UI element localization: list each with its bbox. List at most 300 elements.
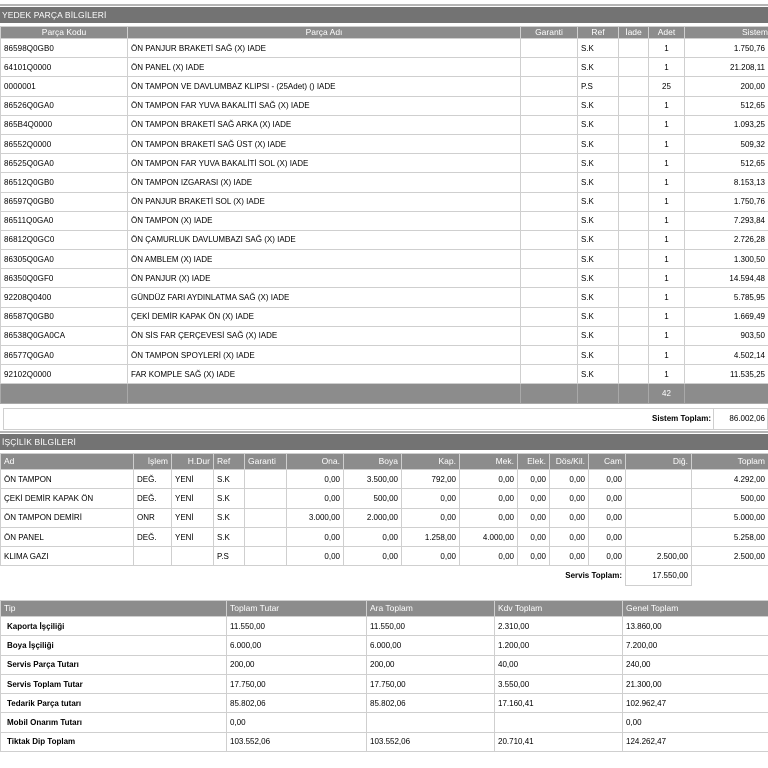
part-quantity: 1 <box>649 307 685 326</box>
labor-hdur: YENİ <box>172 489 214 508</box>
part-warranty <box>521 39 578 58</box>
part-price: 512,65 <box>685 96 768 115</box>
col-header-subtotal[interactable]: Ara Toplam <box>367 601 495 617</box>
summary-grand-total: 13.860,00 <box>623 617 768 636</box>
part-price: 200,00 <box>685 77 768 96</box>
part-price: 21.208,11 <box>685 58 768 77</box>
service-total-value: 17.550,00 <box>626 566 692 585</box>
table-row[interactable] <box>1 732 768 751</box>
table-row[interactable] <box>1 547 768 566</box>
summary-subtotal: 103.552,06 <box>367 732 495 751</box>
labor-total: 5.258,00 <box>692 527 768 546</box>
labor-name: ÖN TAMPON DEMİRİ <box>1 508 134 527</box>
summary-total-amount: 85.802,06 <box>227 694 367 713</box>
labor-warranty <box>245 547 287 566</box>
parts-total-cell <box>128 384 521 403</box>
part-quantity: 1 <box>649 365 685 384</box>
labor-ref: P.S <box>214 547 245 566</box>
part-return <box>619 134 649 153</box>
part-name: ÖN ÇAMURLUK DAVLUMBAZI SAĞ (X) IADE <box>128 230 521 249</box>
part-return <box>619 250 649 269</box>
part-return <box>619 365 649 384</box>
labor-glass: 0,00 <box>589 508 626 527</box>
summary-vat-total: 40,00 <box>495 655 623 674</box>
summary-subtotal: 17.750,00 <box>367 674 495 693</box>
part-name: ÖN TAMPON FAR YUVA BAKALİTİ SOL (X) IADE <box>128 154 521 173</box>
part-quantity: 1 <box>649 58 685 77</box>
part-ref: S.K <box>578 326 619 345</box>
col-header-type[interactable]: Tip <box>1 601 227 617</box>
labor-name: KLIMA GAZI <box>1 547 134 566</box>
part-ref: S.K <box>578 173 619 192</box>
part-ref: S.K <box>578 154 619 173</box>
summary-grand-total: 0,00 <box>623 713 768 732</box>
parts-header-row <box>1 27 768 39</box>
divider <box>713 409 714 429</box>
part-code: 86525Q0GA0 <box>1 154 128 173</box>
labor-hdur <box>172 547 214 566</box>
labor-hdur: YENİ <box>172 527 214 546</box>
table-row[interactable] <box>1 617 768 636</box>
col-header-ref[interactable]: Ref <box>578 27 619 39</box>
labor-kap: 0,00 <box>402 489 460 508</box>
part-warranty <box>521 134 578 153</box>
labor-other <box>626 508 692 527</box>
part-code: 86512Q0GB0 <box>1 173 128 192</box>
labor-ona: 0,00 <box>287 527 344 546</box>
part-quantity: 1 <box>649 173 685 192</box>
part-return <box>619 115 649 134</box>
part-quantity: 1 <box>649 39 685 58</box>
col-header-elek[interactable]: Elek. <box>518 454 550 470</box>
part-name: ÖN TAMPON SPOYLERİ (X) IADE <box>128 346 521 365</box>
summary-grand-total: 7.200,00 <box>623 636 768 655</box>
col-header-ona[interactable]: Ona. <box>287 454 344 470</box>
part-warranty <box>521 365 578 384</box>
part-name: ÖN TAMPON VE DAVLUMBAZ KLIPSI - (25Adet) () IADE <box>128 77 521 96</box>
summary-vat-total: 20.710,41 <box>495 732 623 751</box>
labor-paint: 2.000,00 <box>344 508 402 527</box>
labor-hdur: YENİ <box>172 508 214 527</box>
part-warranty <box>521 269 578 288</box>
part-warranty <box>521 250 578 269</box>
spacer <box>692 566 768 585</box>
part-ref: P.S <box>578 77 619 96</box>
summary-header-row <box>1 601 768 617</box>
part-price: 2.726,28 <box>685 230 768 249</box>
part-price: 903,50 <box>685 326 768 345</box>
col-header-dos[interactable]: Dös/Kil. <box>550 454 589 470</box>
summary-subtotal <box>367 713 495 732</box>
labor-operation: ONR <box>134 508 172 527</box>
labor-operation <box>134 547 172 566</box>
labor-total: 2.500,00 <box>692 547 768 566</box>
part-return <box>619 326 649 345</box>
part-quantity: 1 <box>649 115 685 134</box>
part-code: 64101Q0000 <box>1 58 128 77</box>
parts-total-quantity: 42 <box>649 384 685 403</box>
table-row[interactable] <box>1 230 768 249</box>
table-row[interactable] <box>1 655 768 674</box>
labor-table <box>0 453 768 586</box>
part-code: 86577Q0GA0 <box>1 346 128 365</box>
labor-dos: 0,00 <box>550 547 589 566</box>
labor-total: 5.000,00 <box>692 508 768 527</box>
parts-total-cell <box>619 384 649 403</box>
parts-total-cell <box>521 384 578 403</box>
part-quantity: 1 <box>649 96 685 115</box>
table-row[interactable] <box>1 77 768 96</box>
part-name: ÖN PANJUR BRAKETİ SAĞ (X) IADE <box>128 39 521 58</box>
summary-type: Kaporta İşçiliği <box>1 617 227 636</box>
part-code: 86350Q0GF0 <box>1 269 128 288</box>
labor-elek: 0,00 <box>518 470 550 489</box>
col-header-operation[interactable]: İşlem <box>134 454 172 470</box>
col-header-kap[interactable]: Kap. <box>402 454 460 470</box>
table-row[interactable] <box>1 173 768 192</box>
labor-ref: S.K <box>214 508 245 527</box>
part-warranty <box>521 346 578 365</box>
labor-other: 2.500,00 <box>626 547 692 566</box>
col-header-labor-total[interactable]: Toplam <box>692 454 768 470</box>
labor-ref: S.K <box>214 489 245 508</box>
part-ref: S.K <box>578 230 619 249</box>
service-total-label: Servis Toplam: <box>565 571 622 581</box>
summary-total-amount: 200,00 <box>227 655 367 674</box>
part-warranty <box>521 211 578 230</box>
summary-subtotal: 85.802,06 <box>367 694 495 713</box>
summary-type: Servis Parça Tutarı <box>1 655 227 674</box>
part-warranty <box>521 77 578 96</box>
table-row[interactable] <box>1 470 768 489</box>
table-row[interactable] <box>1 346 768 365</box>
spacer <box>1 566 550 585</box>
part-name: ÖN PANJUR BRAKETİ SOL (X) IADE <box>128 192 521 211</box>
table-row[interactable] <box>1 527 768 546</box>
labor-ref: S.K <box>214 470 245 489</box>
part-warranty <box>521 173 578 192</box>
col-header-hdur[interactable]: H.Dur <box>172 454 214 470</box>
table-row[interactable] <box>1 58 768 77</box>
labor-operation: DEĞ. <box>134 489 172 508</box>
part-warranty <box>521 58 578 77</box>
labor-mek: 0,00 <box>460 547 518 566</box>
part-ref: S.K <box>578 39 619 58</box>
summary-vat-total: 1.200,00 <box>495 636 623 655</box>
labor-ona: 0,00 <box>287 470 344 489</box>
part-warranty <box>521 115 578 134</box>
labor-ona: 3.000,00 <box>287 508 344 527</box>
col-header-quantity[interactable]: Adet <box>649 27 685 39</box>
summary-vat-total: 2.310,00 <box>495 617 623 636</box>
part-price: 4.502,14 <box>685 346 768 365</box>
table-row[interactable] <box>1 713 768 732</box>
labor-glass: 0,00 <box>589 547 626 566</box>
part-ref: S.K <box>578 96 619 115</box>
part-name: ÖN PANJUR (X) IADE <box>128 269 521 288</box>
part-quantity: 1 <box>649 192 685 211</box>
system-total-value: 86.002,06 <box>729 414 765 423</box>
table-row[interactable] <box>1 211 768 230</box>
labor-paint: 0,00 <box>344 527 402 546</box>
part-ref: S.K <box>578 307 619 326</box>
table-row[interactable] <box>1 39 768 58</box>
table-row[interactable] <box>1 508 768 527</box>
table-row[interactable] <box>1 365 768 384</box>
part-warranty <box>521 326 578 345</box>
part-return <box>619 307 649 326</box>
part-quantity: 1 <box>649 326 685 345</box>
labor-elek: 0,00 <box>518 527 550 546</box>
labor-name: ÇEKİ DEMİR KAPAK ÖN <box>1 489 134 508</box>
parts-total-row <box>1 384 768 403</box>
parts-system-total-box <box>3 408 768 430</box>
labor-other <box>626 527 692 546</box>
summary-table <box>0 600 768 752</box>
part-code: 86552Q0000 <box>1 134 128 153</box>
part-return <box>619 96 649 115</box>
labor-total: 4.292,00 <box>692 470 768 489</box>
summary-total-amount: 17.750,00 <box>227 674 367 693</box>
part-name: ÖN AMBLEM (X) IADE <box>128 250 521 269</box>
part-quantity: 1 <box>649 134 685 153</box>
part-quantity: 1 <box>649 154 685 173</box>
part-quantity: 1 <box>649 250 685 269</box>
part-warranty <box>521 192 578 211</box>
summary-total-amount: 11.550,00 <box>227 617 367 636</box>
part-ref: S.K <box>578 346 619 365</box>
labor-kap: 792,00 <box>402 470 460 489</box>
part-ref: S.K <box>578 115 619 134</box>
part-code: 865B4Q0000 <box>1 115 128 134</box>
part-ref: S.K <box>578 288 619 307</box>
part-price: 1.300,50 <box>685 250 768 269</box>
col-header-mek[interactable]: Mek. <box>460 454 518 470</box>
labor-section-title: İŞÇİLİK BİLGİLERİ <box>0 434 768 450</box>
col-header-labor-warranty[interactable]: Garanti <box>245 454 287 470</box>
labor-warranty <box>245 527 287 546</box>
parts-table <box>0 26 768 404</box>
part-price: 1.093,25 <box>685 115 768 134</box>
part-code: 86511Q0GA0 <box>1 211 128 230</box>
col-header-name[interactable]: Ad <box>1 454 134 470</box>
summary-type: Servis Toplam Tutar <box>1 674 227 693</box>
part-code: 92208Q0400 <box>1 288 128 307</box>
parts-total-cell <box>685 384 768 403</box>
labor-other <box>626 489 692 508</box>
part-code: 92102Q0000 <box>1 365 128 384</box>
col-header-paint[interactable]: Boya <box>344 454 402 470</box>
summary-grand-total: 21.300,00 <box>623 674 768 693</box>
col-header-total-amount[interactable]: Toplam Tutar <box>227 601 367 617</box>
part-warranty <box>521 288 578 307</box>
part-quantity: 1 <box>649 269 685 288</box>
labor-paint: 500,00 <box>344 489 402 508</box>
summary-vat-total: 17.160,41 <box>495 694 623 713</box>
part-name: ÖN TAMPON (X) IADE <box>128 211 521 230</box>
part-warranty <box>521 307 578 326</box>
labor-mek: 0,00 <box>460 508 518 527</box>
table-row[interactable] <box>1 288 768 307</box>
part-code: 86538Q0GA0CA <box>1 326 128 345</box>
part-warranty <box>521 96 578 115</box>
table-row[interactable] <box>1 154 768 173</box>
labor-dos: 0,00 <box>550 489 589 508</box>
labor-header-row <box>1 454 768 470</box>
part-code: 86587Q0GB0 <box>1 307 128 326</box>
part-price: 1.750,76 <box>685 39 768 58</box>
part-return <box>619 269 649 288</box>
labor-warranty <box>245 508 287 527</box>
labor-paint: 0,00 <box>344 547 402 566</box>
part-code: 0000001 <box>1 77 128 96</box>
labor-mek: 0,00 <box>460 489 518 508</box>
table-row[interactable] <box>1 250 768 269</box>
part-ref: S.K <box>578 192 619 211</box>
part-code: 86305Q0GA0 <box>1 250 128 269</box>
labor-paint: 3.500,00 <box>344 470 402 489</box>
part-warranty <box>521 154 578 173</box>
labor-name: ÖN PANEL <box>1 527 134 546</box>
labor-ona: 0,00 <box>287 489 344 508</box>
summary-grand-total: 102.962,47 <box>623 694 768 713</box>
part-ref: S.K <box>578 58 619 77</box>
col-header-system[interactable]: Sistem <box>685 27 768 39</box>
part-name: ÖN TAMPON BRAKETİ SAĞ ÜST (X) IADE <box>128 134 521 153</box>
labor-glass: 0,00 <box>589 470 626 489</box>
table-row[interactable] <box>1 674 768 693</box>
col-header-glass[interactable]: Cam <box>589 454 626 470</box>
part-return <box>619 58 649 77</box>
labor-glass: 0,00 <box>589 527 626 546</box>
part-quantity: 1 <box>649 230 685 249</box>
parts-section-title: YEDEK PARÇA BİLGİLERİ <box>0 7 768 23</box>
labor-elek: 0,00 <box>518 547 550 566</box>
part-ref: S.K <box>578 250 619 269</box>
summary-total-amount: 0,00 <box>227 713 367 732</box>
labor-kap: 1.258,00 <box>402 527 460 546</box>
col-header-labor-ref[interactable]: Ref <box>214 454 245 470</box>
part-name: ÖN TAMPON FAR YUVA BAKALİTİ SAĞ (X) IADE <box>128 96 521 115</box>
table-row[interactable] <box>1 192 768 211</box>
summary-grand-total: 240,00 <box>623 655 768 674</box>
table-row[interactable] <box>1 134 768 153</box>
col-header-grand-total[interactable]: Genel Toplam <box>623 601 768 617</box>
labor-warranty <box>245 489 287 508</box>
col-header-warranty[interactable]: Garanti <box>521 27 578 39</box>
table-row[interactable] <box>1 307 768 326</box>
table-row[interactable] <box>1 694 768 713</box>
part-price: 1.669,49 <box>685 307 768 326</box>
labor-kap: 0,00 <box>402 547 460 566</box>
labor-name: ÖN TAMPON <box>1 470 134 489</box>
part-code: 86526Q0GA0 <box>1 96 128 115</box>
labor-mek: 0,00 <box>460 470 518 489</box>
parts-total-cell <box>1 384 128 403</box>
col-header-part-name[interactable]: Parça Adı <box>128 27 521 39</box>
table-row[interactable] <box>1 115 768 134</box>
table-row[interactable] <box>1 489 768 508</box>
parts-total-cell <box>578 384 619 403</box>
table-row[interactable] <box>1 269 768 288</box>
labor-dos: 0,00 <box>550 527 589 546</box>
part-return <box>619 288 649 307</box>
labor-hdur: YENİ <box>172 470 214 489</box>
col-header-part-code[interactable]: Parça Kodu <box>1 27 128 39</box>
part-ref: S.K <box>578 134 619 153</box>
labor-dos: 0,00 <box>550 508 589 527</box>
part-name: ÖN SİS FAR ÇERÇEVESİ SAĞ (X) IADE <box>128 326 521 345</box>
part-ref: S.K <box>578 211 619 230</box>
part-return <box>619 39 649 58</box>
part-price: 8.153,13 <box>685 173 768 192</box>
summary-type: Tiktak Dip Toplam <box>1 732 227 751</box>
labor-warranty <box>245 470 287 489</box>
col-header-return[interactable]: İade <box>619 27 649 39</box>
part-price: 7.293,84 <box>685 211 768 230</box>
summary-subtotal: 6.000,00 <box>367 636 495 655</box>
summary-type: Boya İşçiliği <box>1 636 227 655</box>
part-return <box>619 230 649 249</box>
labor-other <box>626 470 692 489</box>
summary-vat-total <box>495 713 623 732</box>
labor-mek: 4.000,00 <box>460 527 518 546</box>
summary-subtotal: 200,00 <box>367 655 495 674</box>
col-header-vat-total[interactable]: Kdv Toplam <box>495 601 623 617</box>
part-quantity: 25 <box>649 77 685 96</box>
table-row[interactable] <box>1 326 768 345</box>
part-price: 1.750,76 <box>685 192 768 211</box>
part-quantity: 1 <box>649 288 685 307</box>
labor-dos: 0,00 <box>550 470 589 489</box>
part-code: 86598Q0GB0 <box>1 39 128 58</box>
part-name: ÖN PANEL (X) IADE <box>128 58 521 77</box>
part-price: 509,32 <box>685 134 768 153</box>
summary-total-amount: 6.000,00 <box>227 636 367 655</box>
summary-type: Mobil Onarım Tutarı <box>1 713 227 732</box>
labor-ref: S.K <box>214 527 245 546</box>
summary-subtotal: 11.550,00 <box>367 617 495 636</box>
labor-kap: 0,00 <box>402 508 460 527</box>
labor-operation: DEĞ. <box>134 470 172 489</box>
part-return <box>619 77 649 96</box>
summary-grand-total: 124.262,47 <box>623 732 768 751</box>
system-total-label: Sistem Toplam: <box>652 414 711 423</box>
part-warranty <box>521 230 578 249</box>
part-name: ÖN TAMPON BRAKETİ SAĞ ARKA (X) IADE <box>128 115 521 134</box>
labor-total: 500,00 <box>692 489 768 508</box>
part-return <box>619 173 649 192</box>
part-price: 512,65 <box>685 154 768 173</box>
part-quantity: 1 <box>649 346 685 365</box>
summary-vat-total: 3.550,00 <box>495 674 623 693</box>
labor-ona: 0,00 <box>287 547 344 566</box>
table-row[interactable] <box>1 96 768 115</box>
service-total-row <box>1 566 768 585</box>
part-ref: S.K <box>578 365 619 384</box>
col-header-other[interactable]: Diğ. <box>626 454 692 470</box>
table-row[interactable] <box>1 636 768 655</box>
labor-glass: 0,00 <box>589 489 626 508</box>
part-return <box>619 211 649 230</box>
part-return <box>619 154 649 173</box>
part-price: 5.785,95 <box>685 288 768 307</box>
labor-elek: 0,00 <box>518 489 550 508</box>
summary-type: Tedarik Parça tutarı <box>1 694 227 713</box>
part-ref: S.K <box>578 269 619 288</box>
part-name: GÜNDÜZ FARI AYDINLATMA SAĞ (X) IADE <box>128 288 521 307</box>
part-name: FAR KOMPLE SAĞ (X) IADE <box>128 365 521 384</box>
